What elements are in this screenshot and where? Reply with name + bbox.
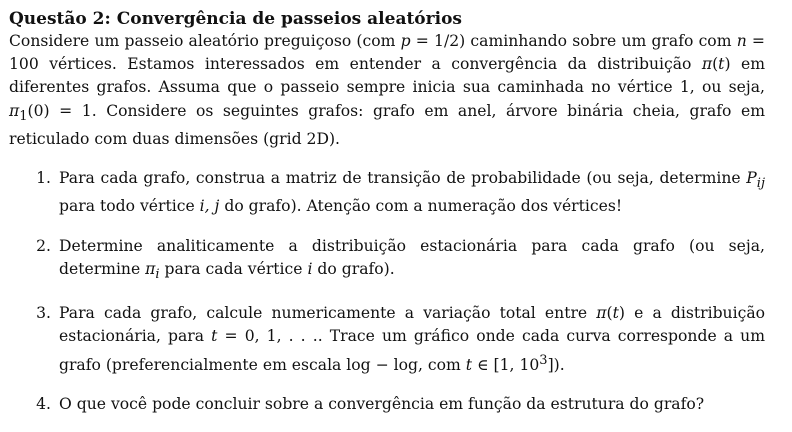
item-text: O que você pode concluir sobre a convergência em função da estrutura do grafo? [59, 394, 705, 413]
item-number: 2. [36, 236, 51, 255]
item-text: Para cada grafo, construa a matriz de transição de probabilidade (ou seja, determine $P_{ij}$ para todo vértice i, j do grafo). Atenção com a numeração dos vértices! [59, 169, 765, 216]
item-number: 1. [36, 169, 51, 188]
list-item [9, 235, 765, 287]
list-item [9, 167, 765, 219]
list-item [9, 302, 765, 377]
task-list [9, 167, 765, 416]
item-number: 4. [36, 394, 51, 413]
item-text: Para cada grafo, calcule numericamente a variação total entre π(t) e a distribuição estacionária, para t = 0, 1, . . .. Trace um gráfico onde cada curva corresponde a um grafo (preferencialmente em escala log − log, com t ∈ [1, $10^3$]). [59, 304, 766, 374]
question-intro: Considere um passeio aleatório preguiçoso (com p = 1/2) caminhando sobre um grafo com n = 100 vértices. Estamos interessados em entender a convergência da distribuição π(t) em diferentes grafos. Assuma que o passeio sempre inicia sua caminhada no vértice 1, ou seja, $\pi_1(0) = 1$. Considere os seguintes grafos: grafo em anel, árvore binária cheia, grafo em reticulado com duas dimensões (grid 2D). [9, 32, 765, 148]
question-title: Questão 2: Convergência de passeios aleatórios [9, 9, 462, 29]
list-item [9, 393, 765, 416]
question-content [9, 8, 765, 432]
item-number: 3. [36, 304, 51, 323]
item-text: Determine analiticamente a distribuição estacionária para cada grafo (ou seja, determine $\pi_i$ para cada vértice i do grafo). [59, 236, 765, 282]
